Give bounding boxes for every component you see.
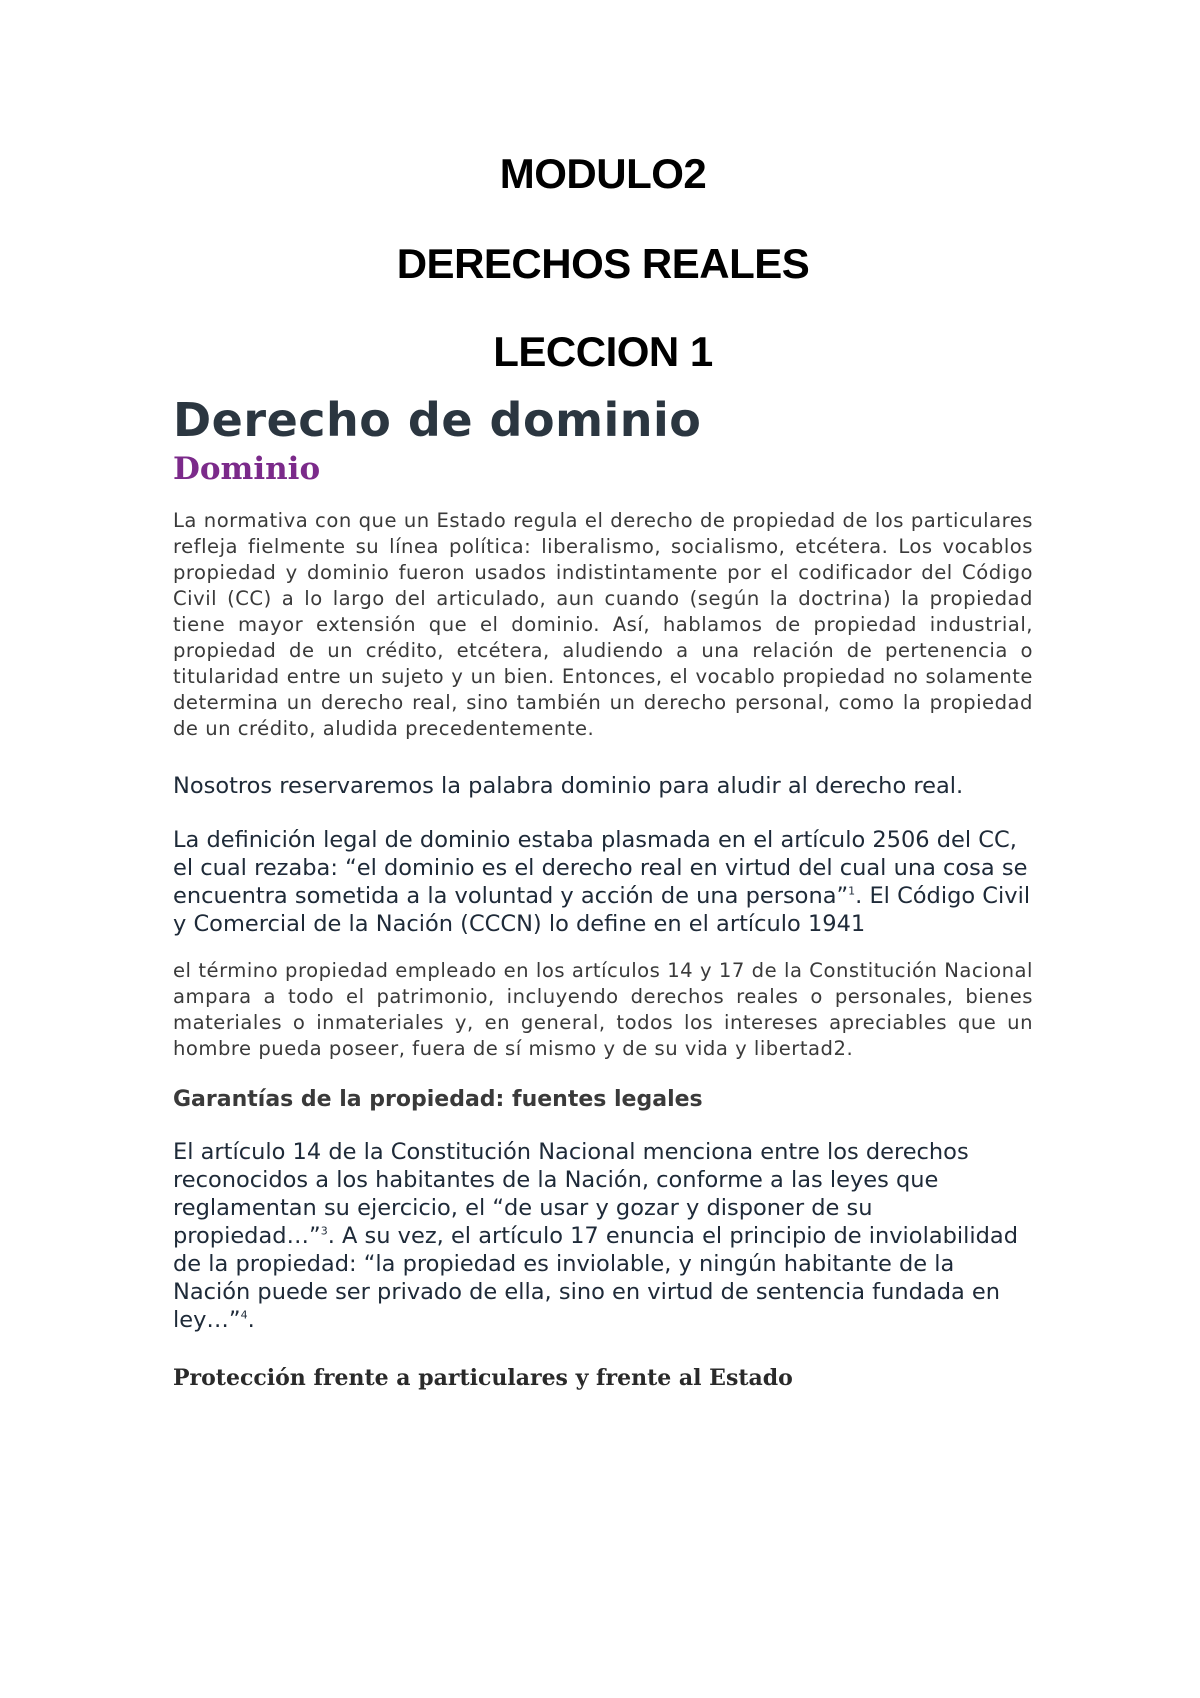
article-text-1: El artículo 14 de la Constitución Nacional menciona entre los derechos reconocidos a los habitantes de la Nación, conforme a las leyes que reglamentan su ejercicio, el “de usar y gozar y disponer de su propiedad…” bbox=[173, 1139, 969, 1250]
definition-text: La definición legal de dominio estaba plasmada en el artículo 2506 del CC, el cual rezaba: “el dominio es el derecho real en virtud del cual una cosa se encuentra sometida a la voluntad y acción de una persona” bbox=[173, 827, 1028, 910]
footnote-ref-4: 4 bbox=[240, 1308, 248, 1322]
reservation-paragraph: Nosotros reservaremos la palabra dominio para aludir al derecho real. bbox=[173, 773, 964, 800]
protection-heading: Protección frente a particulares y frente al Estado bbox=[173, 1365, 793, 1392]
definition-text-end: . El Código Civil y Comercial de la Nación (CCCN) lo define en el artículo 1941 bbox=[173, 883, 1031, 938]
document-content bbox=[173, 150, 1033, 1392]
article-paragraph bbox=[173, 1138, 1033, 1334]
property-paragraph: el término propiedad empleado en los artículos 14 y 17 de la Constitución Nacional ampara a todo el patrimonio, incluyendo derechos reales o personales, bienes materiales o inmateriales y, en general, todos los intereses apreciables que un hombre pueda poseer, fuera de sí mismo y de su vida y libertad2. bbox=[173, 959, 1033, 1061]
module-title: MODULO2 bbox=[499, 150, 707, 197]
main-heading: Derecho de dominio bbox=[173, 393, 702, 447]
article-text-3: . bbox=[247, 1307, 255, 1334]
footnote-ref-3: 3 bbox=[320, 1224, 328, 1238]
sub-heading: Dominio bbox=[173, 450, 321, 487]
subject-title: DERECHOS REALES bbox=[396, 240, 810, 287]
definition-paragraph bbox=[173, 826, 1033, 938]
guarantees-heading: Garantías de la propiedad: fuentes legales bbox=[173, 1087, 703, 1113]
lesson-title: LECCION 1 bbox=[493, 328, 713, 375]
article-text-2: . A su vez, el artículo 17 enuncia el principio de inviolabilidad de la propiedad: “la propiedad es inviolable, y ningún habitante de la Nación puede ser privado de ella, sino en virtud de sentencia fundada en ley…” bbox=[173, 1223, 1018, 1334]
footnote-ref-1: 1 bbox=[848, 884, 856, 898]
intro-paragraph: La normativa con que un Estado regula el derecho de propiedad de los particulares refleja fielmente su línea política: liberalismo, socialismo, etcétera. Los vocablos propiedad y dominio fueron usados indistintamente por el codificador del Código Civil (CC) a lo largo del articulado, aun cuando (según la doctrina) la propiedad tiene mayor extensión que el dominio. Así, hablamos de propiedad industrial, propiedad de un crédito, etcétera, aludiendo a una relación de pertenencia o titularidad entre un sujeto y un bien. Entonces, el vocablo propiedad no solamente determina un derecho real, sino también un derecho personal, como la propiedad de un crédito, aludida precedentemente. bbox=[173, 509, 1033, 741]
